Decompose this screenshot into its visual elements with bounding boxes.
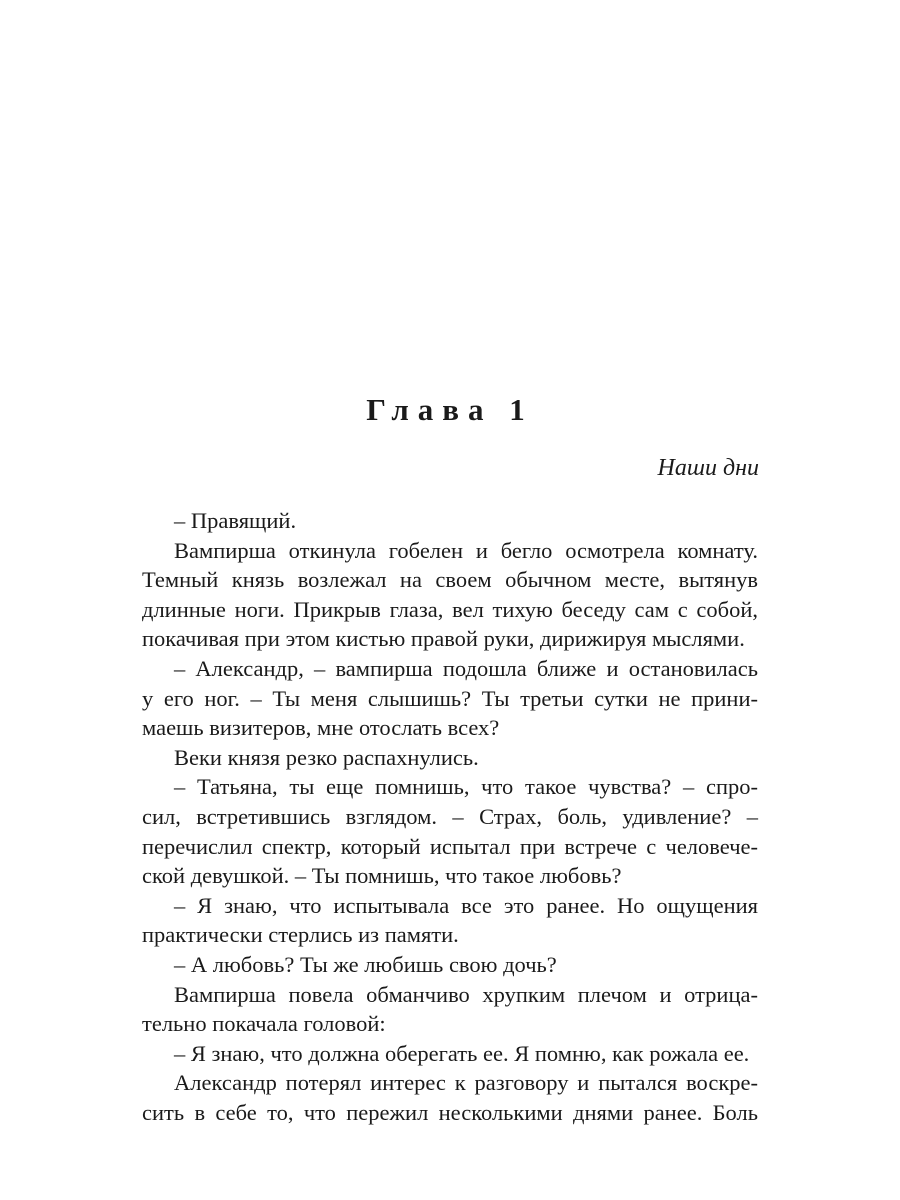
text-line: Вампирша повела обманчиво хрупким плечом и отрица-: [174, 981, 758, 1007]
text-line: маешь визитеров, мне отослать всех?: [142, 715, 500, 741]
text-line: – Я знаю, что испытывала все это ранее. Но ощущения: [174, 892, 758, 918]
text-line: – Александр, – вампирша подошла ближе и остановилась: [174, 655, 758, 681]
text-line: Александр потерял интерес к разговору и пытался воскре-: [174, 1070, 758, 1096]
text-line: у его ног. – Ты меня слышишь? Ты третьи сутки не прини-: [142, 685, 758, 711]
chapter-body: [142, 506, 758, 1127]
text-line: перечислил спектр, который испытал при встрече с человече-: [142, 833, 758, 859]
text-line: практически стерлись из памяти.: [142, 922, 459, 948]
text-line: ской девушкой. – Ты помнишь, что такое любовь?: [142, 863, 622, 889]
text-line: – Я знаю, что должна оберегать ее. Я помню, как рожала ее.: [174, 1040, 750, 1066]
text-line: сил, встретившись взглядом. – Страх, боль, удивление? –: [142, 803, 758, 829]
text-line: длинные ноги. Прикрыв глаза, вел тихую беседу сам с собой,: [142, 596, 758, 622]
text-line: покачивая при этом кистью правой руки, дирижируя мыслями.: [142, 626, 745, 652]
chapter-epigraph: Наши дни: [657, 455, 759, 481]
text-line: тельно покачала головой:: [142, 1011, 386, 1037]
text-line: – Татьяна, ты еще помнишь, что такое чувства? – спро-: [174, 774, 758, 800]
text-line: – Правящий.: [174, 508, 297, 533]
text-line: – А любовь? Ты же любишь свою дочь?: [174, 951, 557, 977]
text-line: Вампирша откинула гобелен и бегло осмотрела комнату.: [174, 537, 758, 563]
text-line: Веки князя резко распахнулись.: [174, 744, 479, 770]
text-line: сить в себе то, что пережил несколькими днями ранее. Боль: [142, 1099, 758, 1125]
text-line: Темный князь возлежал на своем обычном месте, вытянув: [142, 567, 758, 593]
chapter-title: Глава 1: [366, 392, 534, 427]
